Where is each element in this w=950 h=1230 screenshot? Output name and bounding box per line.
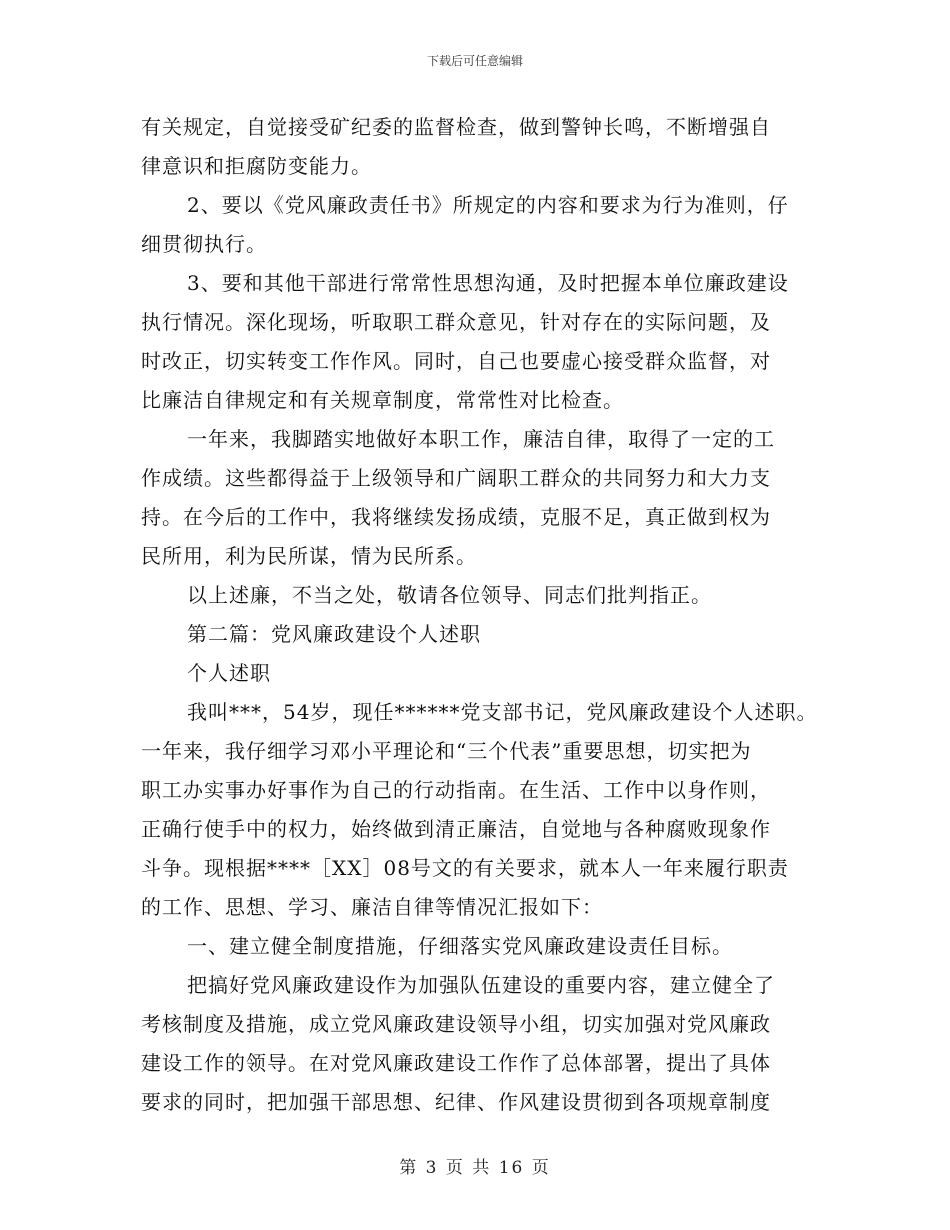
page-header: 下载后可任意编辑 bbox=[426, 54, 523, 68]
text-line: 正确行使手中的权力，始终做到清正廉洁，自觉地与各种腐败现象作 bbox=[141, 817, 771, 841]
text-line: 律意识和拒腐防变能力。 bbox=[141, 154, 372, 178]
text-line: 持。在今后的工作中，我将继续发扬成绩，克服不足，真正做到权为 bbox=[141, 505, 771, 529]
text-line: 一年来，我脚踏实地做好本职工作，廉洁自律，取得了一定的工 bbox=[187, 427, 775, 451]
text-line: 斗争。现根据****［XX］08号文的有关要求，就本人一年来履行职责 bbox=[141, 856, 789, 880]
text-line: 第二篇：党风廉政建设个人述职 bbox=[187, 622, 481, 646]
text-line: 个人述职 bbox=[187, 661, 271, 685]
text-line: 比廉洁自律规定和有关规章制度，常常性对比检查。 bbox=[141, 388, 624, 412]
text-line: 职工办实事办好事作为自己的行动指南。在生活、工作中以身作则， bbox=[141, 778, 771, 802]
text-line: 有关规定，自觉接受矿纪委的监督检查，做到警钟长鸣，不断增强自 bbox=[141, 115, 771, 139]
page-number-footer: 第 3 页 共 16 页 bbox=[399, 1158, 551, 1178]
text-line: 考核制度及措施，成立党风廉政建设领导小组，切实加强对党风廉政 bbox=[141, 1012, 771, 1036]
text-line: 时改正，切实转变工作作风。同时，自己也要虚心接受群众监督，对 bbox=[141, 349, 771, 373]
text-line: 建设工作的领导。在对党风廉政建设工作作了总体部署，提出了具体 bbox=[141, 1051, 771, 1075]
text-line: 我叫***，54岁，现任******党支部书记，党风廉政建设个人述职。 bbox=[187, 700, 818, 724]
text-line: 一、建立健全制度措施，仔细落实党风廉政建设责任目标。 bbox=[187, 934, 733, 958]
text-line: 2、要以《党风廉政责任书》所规定的内容和要求为行为准则，仔 bbox=[187, 193, 789, 217]
text-line: 以上述廉，不当之处，敬请各位领导、同志们批判指正。 bbox=[187, 583, 712, 607]
text-line: 要求的同时，把加强干部思想、纪律、作风建设贯彻到各项规章制度 bbox=[141, 1090, 771, 1114]
text-line: 一年来，我仔细学习邓小平理论和“三个代表”重要思想，切实把为 bbox=[141, 739, 752, 763]
document-body bbox=[141, 108, 841, 1122]
text-line: 细贯彻执行。 bbox=[141, 232, 267, 256]
text-line: 执行情况。深化现场，听取职工群众意见，针对存在的实际问题，及 bbox=[141, 310, 771, 334]
text-line: 的工作、思想、学习、廉洁自律等情况汇报如下： bbox=[141, 895, 603, 919]
text-line: 把搞好党风廉政建设作为加强队伍建设的重要内容，建立健全了 bbox=[187, 973, 775, 997]
text-line: 3、要和其他干部进行常常性思想沟通，及时把握本单位廉政建设 bbox=[187, 271, 789, 295]
text-line: 作成绩。这些都得益于上级领导和广阔职工群众的共同努力和大力支 bbox=[141, 466, 771, 490]
text-line: 民所用，利为民所谋，情为民所系。 bbox=[141, 544, 477, 568]
